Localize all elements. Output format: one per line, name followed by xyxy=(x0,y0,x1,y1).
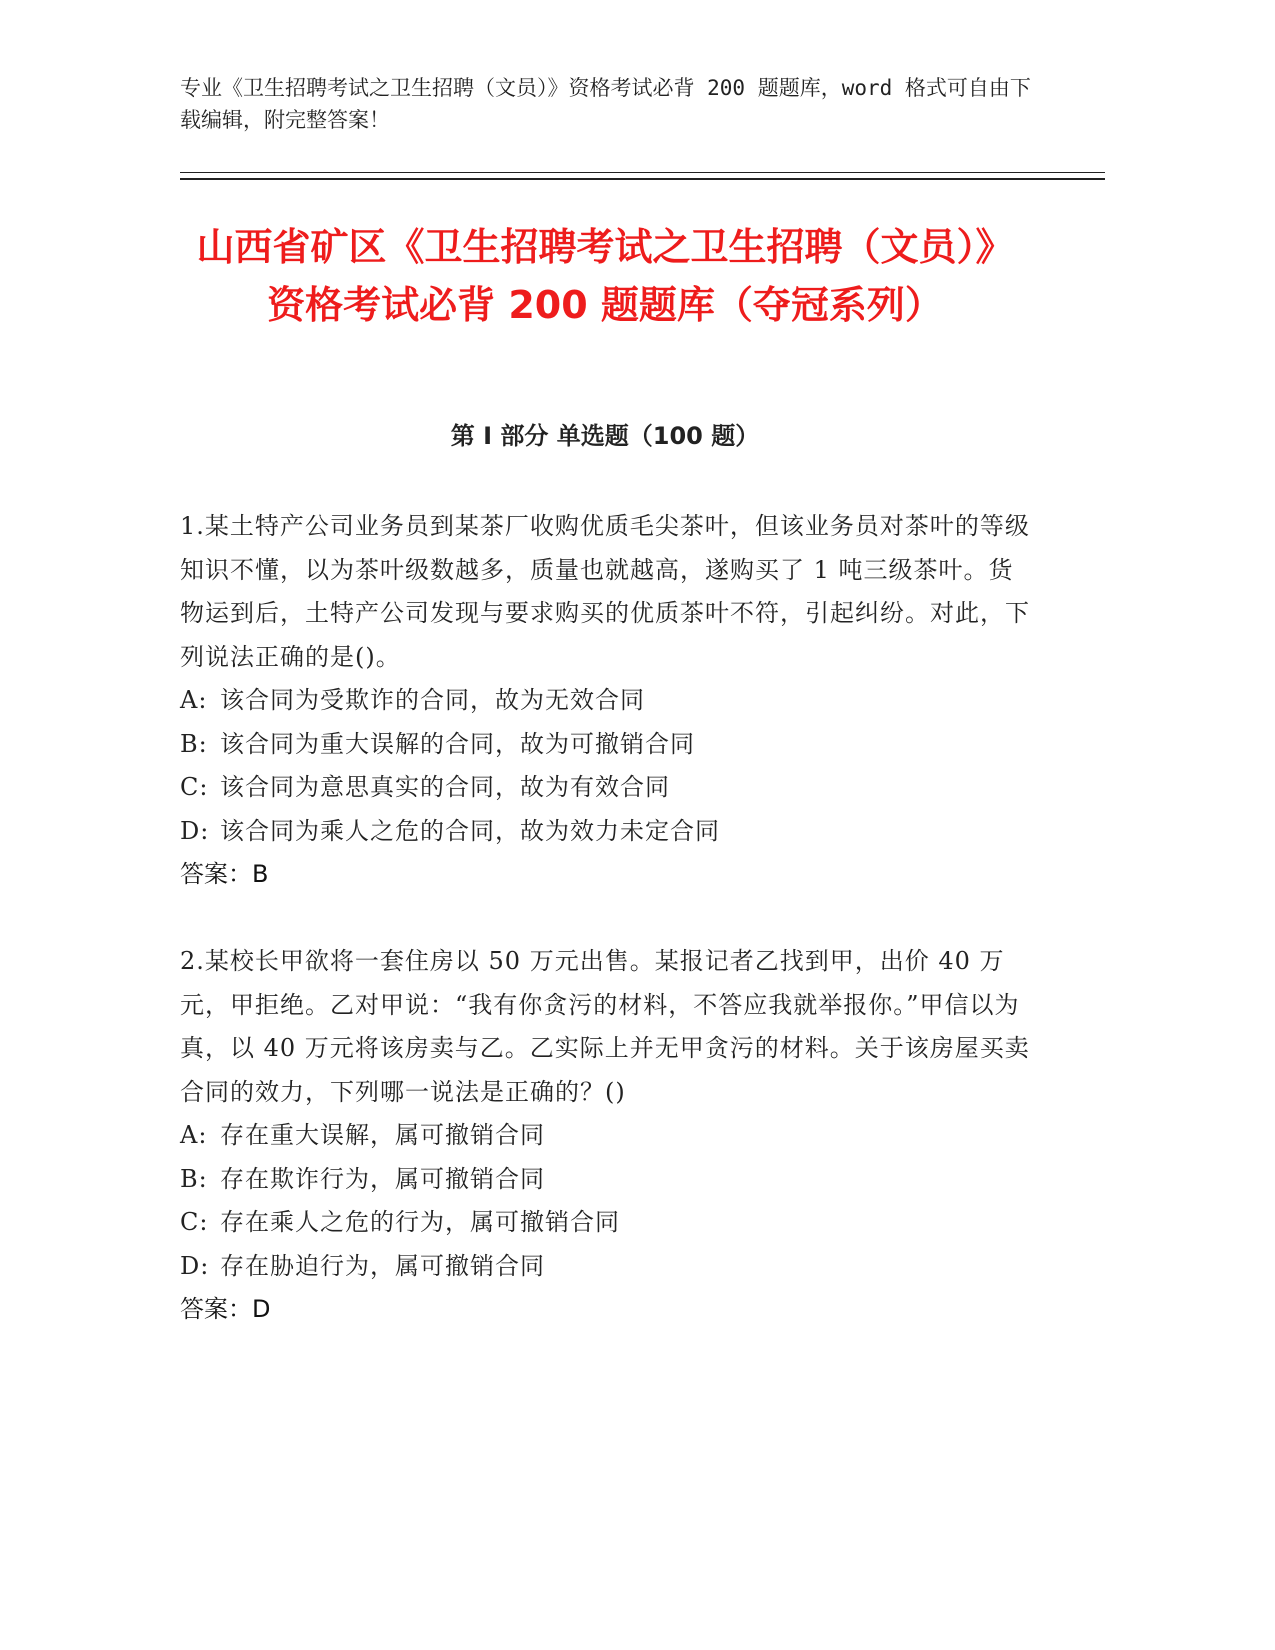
option-text: 存在欺诈行为，属可撤销合同 xyxy=(220,1164,545,1193)
section-heading: 第 I 部分 单选题（100 题） xyxy=(450,422,760,450)
question-2 xyxy=(180,940,1035,1332)
option-key: C: xyxy=(180,1208,209,1236)
option-a xyxy=(180,679,1035,723)
option-b xyxy=(180,1158,1035,1202)
header-divider-thin xyxy=(180,172,1105,173)
option-text: 该合同为意思真实的合同，故为有效合同 xyxy=(220,773,670,801)
answer-line: 答案：D xyxy=(180,1295,271,1323)
option-key: A: xyxy=(180,1121,208,1149)
option-text: 该合同为受欺诈的合同，故为无效合同 xyxy=(220,686,645,714)
option-key: D: xyxy=(180,1251,210,1280)
option-d xyxy=(180,1245,1035,1289)
option-c xyxy=(180,766,1035,810)
header-note: 专业《卫生招聘考试之卫生招聘（文员）》资格考试必背 200 题题库，word 格式可自由下载编辑，附完整答案！ xyxy=(180,76,1031,132)
option-text: 存在乘人之危的行为，属可撤销合同 xyxy=(220,1208,620,1236)
option-key: A: xyxy=(180,686,208,714)
header-divider-thick xyxy=(180,178,1105,180)
question-stem: 1.某土特产公司业务员到某茶厂收购优质毛尖茶叶，但该业务员对茶叶的等级知识不懂，以为茶叶级数越多，质量也就越高，遂购买了 1 吨三级茶叶。货物运到后，土特产公司发现与要求购买的优质茶叶不符，引起纠纷。对此，下列说法正确的是()。 xyxy=(180,512,1030,671)
document-title: 山西省矿区《卫生招聘考试之卫生招聘（文员）》资格考试必背 200 题题库（夺冠系列） xyxy=(196,225,1014,327)
option-b xyxy=(180,723,1035,767)
question-1 xyxy=(180,505,1035,897)
option-key: C: xyxy=(180,773,209,801)
option-key: B: xyxy=(180,1164,208,1193)
option-key: D: xyxy=(180,816,210,845)
option-text: 该合同为重大误解的合同，故为可撤销合同 xyxy=(220,729,695,758)
option-text: 该合同为乘人之危的合同，故为效力未定合同 xyxy=(220,816,720,845)
option-d xyxy=(180,810,1035,854)
option-text: 存在重大误解，属可撤销合同 xyxy=(220,1121,545,1149)
option-text: 存在胁迫行为，属可撤销合同 xyxy=(220,1251,545,1280)
question-stem: 2.某校长甲欲将一套住房以 50 万元出售。某报记者乙找到甲，出价 40 万元，甲拒绝。乙对甲说：“我有你贪污的材料，不答应我就举报你。”甲信以为真，以 40 万元将该房卖与乙。乙实际上并无甲贪污的材料。关于该房屋买卖合同的效力，下列哪一说法是正确的？() xyxy=(180,947,1030,1106)
option-key: B: xyxy=(180,729,208,758)
answer-line: 答案：B xyxy=(180,860,269,888)
option-a xyxy=(180,1114,1035,1158)
option-c xyxy=(180,1201,1035,1245)
